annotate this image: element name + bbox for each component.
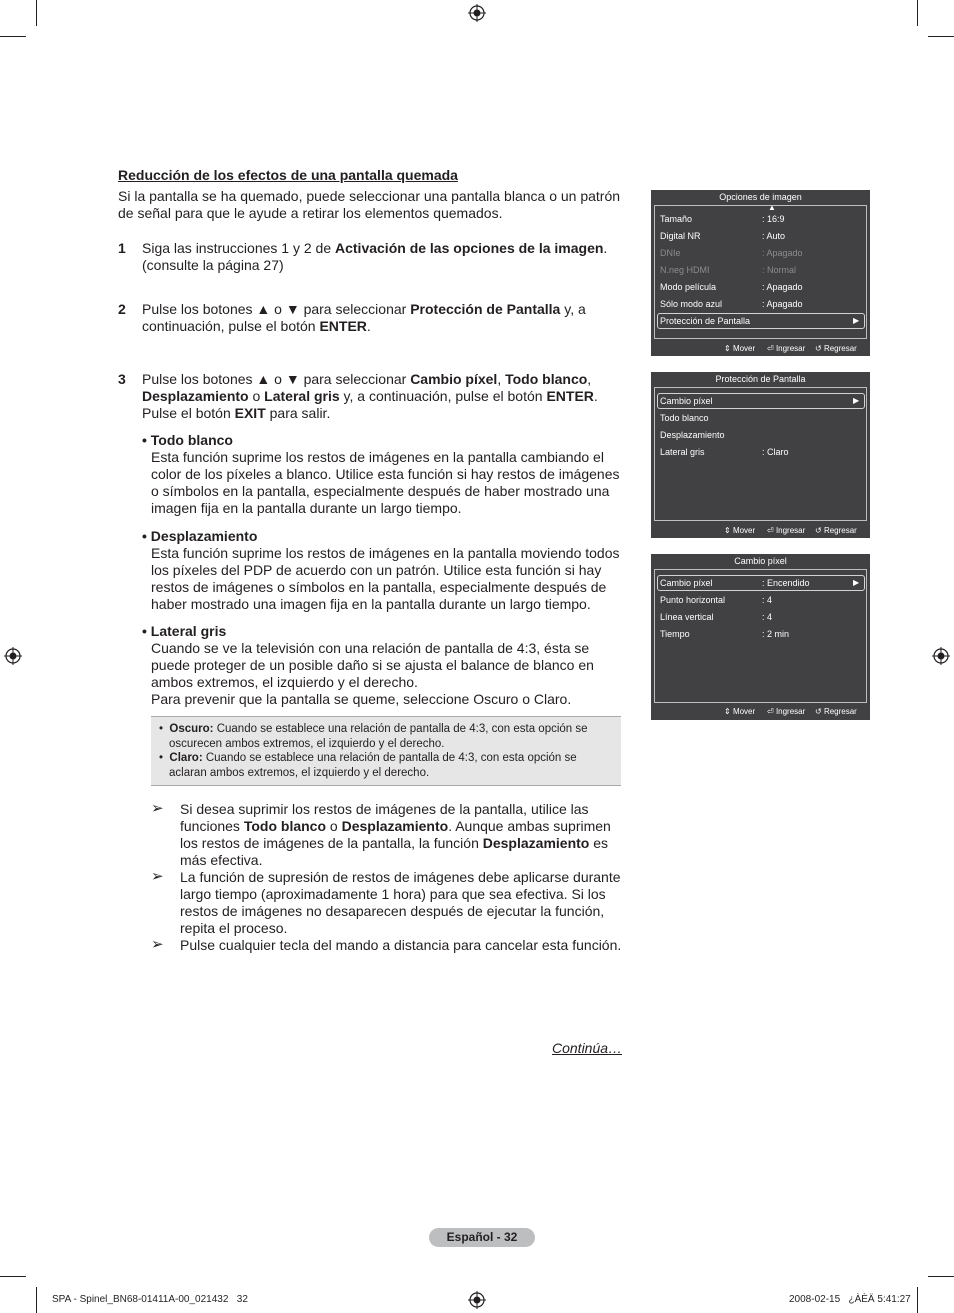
play-arrow-icon: ▶ [853, 578, 860, 587]
step-text: Siga las instrucciones 1 y 2 de [142, 240, 335, 256]
bullet-body: Esta función suprime los restos de imágenes en la pantalla moviendo todos los píxeles del PDP de acuerdo con un patrón. Utilice esta función si hay restos de imágenes o símbolos en la pantalla, especialmente después de haber mostrado una imagen fija en la pantalla durante un largo tiempo. [151, 545, 620, 612]
osd-menu-item[interactable]: Punto horizontal [660, 595, 726, 605]
crop-mark [928, 1276, 954, 1277]
note-label: Claro: [169, 752, 203, 764]
osd-footer: ⇕ Mover [724, 526, 756, 535]
page-number-badge: Español - 32 [429, 1228, 535, 1247]
osd-footer-enter: Ingresar [775, 707, 806, 716]
note-row: • Oscuro: Cuando se establece una relación de pantalla de 4:3, con esta opción se [159, 723, 588, 735]
intro-paragraph: Si la pantalla se ha quemado, puede seleccionar una pantalla blanca o un patrón de señal para que le ayude a retirar los elementos quemados. [118, 188, 621, 221]
step-number: 1 [118, 240, 126, 256]
osd-menu-item[interactable]: Tiempo [660, 629, 690, 639]
osd-menu [654, 205, 867, 339]
osd-menu-item[interactable]: Modo película [660, 282, 717, 292]
crop-mark [917, 0, 918, 26]
scroll-up-icon: ▲ [768, 203, 776, 212]
osd-footer-return: Regresar [823, 707, 857, 716]
osd-footer-return: Regresar [823, 526, 857, 535]
bullet-title: • Lateral gris [142, 623, 227, 639]
osd-panel-pixel-shift [651, 554, 870, 720]
step-text: Pulse los botones ▲ o ▼ para seleccionar [142, 301, 411, 317]
step-text: Pulse los botones ▲ o ▼ para seleccionar [142, 371, 411, 387]
registration-mark-icon [932, 647, 950, 665]
osd-panel-screen-protection [651, 372, 870, 538]
osd-menu-value: : Apagado [762, 299, 803, 309]
step-bold: ENTER [546, 388, 594, 404]
crop-mark [0, 1276, 26, 1277]
tip-text-part: es más efectiva. [180, 835, 609, 868]
step-text: para salir. [265, 405, 331, 421]
osd-menu-item[interactable]: Tamaño [660, 214, 693, 224]
osd-menu-item-selected[interactable]: Cambio píxel [660, 396, 713, 406]
osd-menu-item[interactable]: Sólo modo azul [660, 299, 723, 309]
registration-mark-icon [468, 1291, 486, 1309]
osd-menu-item[interactable]: Desplazamiento [660, 430, 725, 440]
osd-menu-value: : Normal [762, 265, 797, 275]
osd-menu [654, 569, 867, 703]
osd-footer: ⏎ Ingresar [767, 526, 806, 535]
play-arrow-icon: ▶ [853, 396, 860, 405]
tip-arrow-icon: ➢ [151, 868, 164, 885]
continues-label: Continúa… [552, 1040, 623, 1056]
osd-footer: ⇕ Mover [724, 344, 756, 353]
osd-footer: ↺ Regresar [815, 344, 857, 353]
step-text: o [248, 388, 265, 404]
print-meta-left: SPA - Spinel_BN68-01411A-00_021432 32 [52, 1294, 248, 1305]
osd-menu-item-selected[interactable]: Protección de Pantalla [660, 316, 751, 326]
step-text: , [497, 371, 506, 387]
step-3-text [142, 371, 612, 422]
crop-mark [928, 36, 954, 37]
step-bold: Todo blanco [505, 371, 588, 387]
section-heading: Reducción de los efectos de una pantalla quemada [118, 167, 458, 183]
step-bold: Desplazamiento [142, 388, 249, 404]
tip-text-part: Si desea suprimir los restos de imágenes de la pantalla, utilice las funciones [180, 801, 589, 834]
note-row: • Claro: Cuando se establece una relación de pantalla de 4:3, con esta opción se [159, 752, 577, 764]
tip-text: Pulse cualquier tecla del mando a distancia para cancelar esta función. [180, 937, 622, 953]
osd-footer: ⏎ Ingresar [767, 344, 806, 353]
print-meta-right: 2008-02-15 ¿ÀÈÄ 5:41:27 [789, 1294, 911, 1305]
osd-footer-move: Mover [732, 344, 756, 353]
osd-menu-value: : Claro [762, 447, 789, 457]
osd-menu [654, 387, 867, 521]
step-text: y, a continuación, pulse el botón [339, 388, 547, 404]
registration-mark-icon [4, 647, 22, 665]
osd-title: Cambio píxel [734, 556, 787, 566]
osd-menu-value: : 16:9 [762, 214, 785, 224]
osd-menu-value: : 2 min [762, 629, 790, 639]
note-label: Oscuro: [169, 723, 214, 735]
tip-arrow-icon: ➢ [151, 936, 164, 953]
tip-bold: Todo blanco [243, 818, 327, 834]
step-2-text [142, 301, 612, 335]
play-arrow-icon: ▶ [853, 316, 860, 325]
osd-footer-move: Mover [732, 707, 756, 716]
step-text: . Pulse el botón [142, 388, 598, 421]
step-text: . [366, 318, 371, 334]
note-box [151, 716, 621, 786]
osd-footer-enter: Ingresar [775, 526, 806, 535]
step-bold: Activación de las opciones de la imagen [335, 240, 604, 256]
osd-menu-value: : 4 [762, 612, 773, 622]
note-text: Cuando se establece una relación de pantalla de 4:3, con esta opción se [213, 723, 588, 735]
registration-mark-icon [468, 4, 486, 22]
step-bold: EXIT [234, 405, 266, 421]
osd-menu-item[interactable]: Digital NR [660, 231, 701, 241]
step-text: y, a continuación, pulse el botón [142, 301, 586, 334]
note-text: Cuando se establece una relación de pantalla de 4:3, con esta opción se [202, 752, 577, 764]
bullet-body: Cuando se ve la televisión con una relación de pantalla de 4:3, ésta se puede proteger de un posible daño si se ajusta el balance de blanco en ambos extremos, el izquierdo y el derecho. [151, 640, 594, 690]
osd-menu-item: DNIe [660, 248, 681, 258]
osd-footer: ⏎ Ingresar [767, 707, 806, 716]
osd-footer-return: Regresar [823, 344, 857, 353]
crop-mark [917, 1287, 918, 1313]
tip-text [180, 801, 625, 869]
step-text: , [587, 371, 592, 387]
step-number: 2 [118, 301, 126, 317]
tip-text-part: . Aunque ambas suprimen los restos de imágenes de la pantalla, la función [180, 818, 611, 851]
osd-menu-value: : Encendido [762, 578, 810, 588]
tip-text-part: o [326, 818, 342, 834]
bullet-body: Esta función suprime los restos de imágenes en la pantalla cambiando el color de los píxeles a blanco. Utilice esta función si hay restos de imágenes o símbolos en la pantalla, especialmente después de haber mostrado una imagen fija en la pantalla durante un largo tiempo. [151, 449, 620, 516]
crop-mark [36, 1287, 37, 1313]
note-row [169, 766, 619, 781]
osd-title: Opciones de imagen [719, 192, 802, 202]
note-text: aclaran ambos extremos, el izquierdo y el derecho. [169, 767, 430, 779]
note-text: oscurecen ambos extremos, el izquierdo y el derecho. [169, 738, 445, 750]
bullet-title: • Todo blanco [142, 432, 233, 448]
crop-mark [0, 36, 26, 37]
tip-arrow-icon: ➢ [151, 800, 164, 817]
step-1-text [142, 240, 612, 274]
note-row [169, 737, 619, 752]
osd-footer-move: Mover [732, 526, 756, 535]
tip-bold: Desplazamiento [341, 818, 449, 834]
step-number: 3 [118, 371, 126, 387]
tip-bold: Desplazamiento [482, 835, 590, 851]
step-bold: Protección de Pantalla [410, 301, 561, 317]
step-text: . (consulte la página 27) [142, 240, 608, 273]
osd-menu-value: : Apagado [762, 282, 803, 292]
osd-menu-value: : Auto [762, 231, 786, 241]
osd-footer-enter: Ingresar [775, 344, 806, 353]
osd-menu-value: : Apagado [762, 248, 803, 258]
osd-footer: ↺ Regresar [815, 707, 857, 716]
step-bold: ENTER [319, 318, 367, 334]
osd-menu-item-selected[interactable]: Cambio píxel [660, 578, 713, 588]
osd-menu-item[interactable]: Todo blanco [660, 413, 709, 423]
bullet-title: • Desplazamiento [142, 528, 258, 544]
osd-title: Protección de Pantalla [715, 374, 806, 384]
step-bold: Lateral gris [264, 388, 340, 404]
osd-menu-value: : 4 [762, 595, 773, 605]
osd-footer: ⇕ Mover [724, 707, 756, 716]
osd-menu-item[interactable]: Línea vertical [660, 612, 714, 622]
osd-footer: ↺ Regresar [815, 526, 857, 535]
step-bold: Cambio píxel [410, 371, 498, 387]
osd-panel-picture-options [651, 190, 870, 356]
osd-menu-item: N.neg HDMI [660, 265, 710, 275]
osd-menu-item[interactable]: Lateral gris [660, 447, 705, 457]
bullet-body: Para prevenir que la pantalla se queme, seleccione Oscuro o Claro. [151, 691, 572, 707]
tip-text: La función de supresión de restos de imágenes debe aplicarse durante largo tiempo (aproximadamente 1 hora) para que sea efectiva. Si los restos de imágenes no desaparecen después de ejecutar la función, repita el proceso. [180, 869, 621, 936]
crop-mark [36, 0, 37, 26]
